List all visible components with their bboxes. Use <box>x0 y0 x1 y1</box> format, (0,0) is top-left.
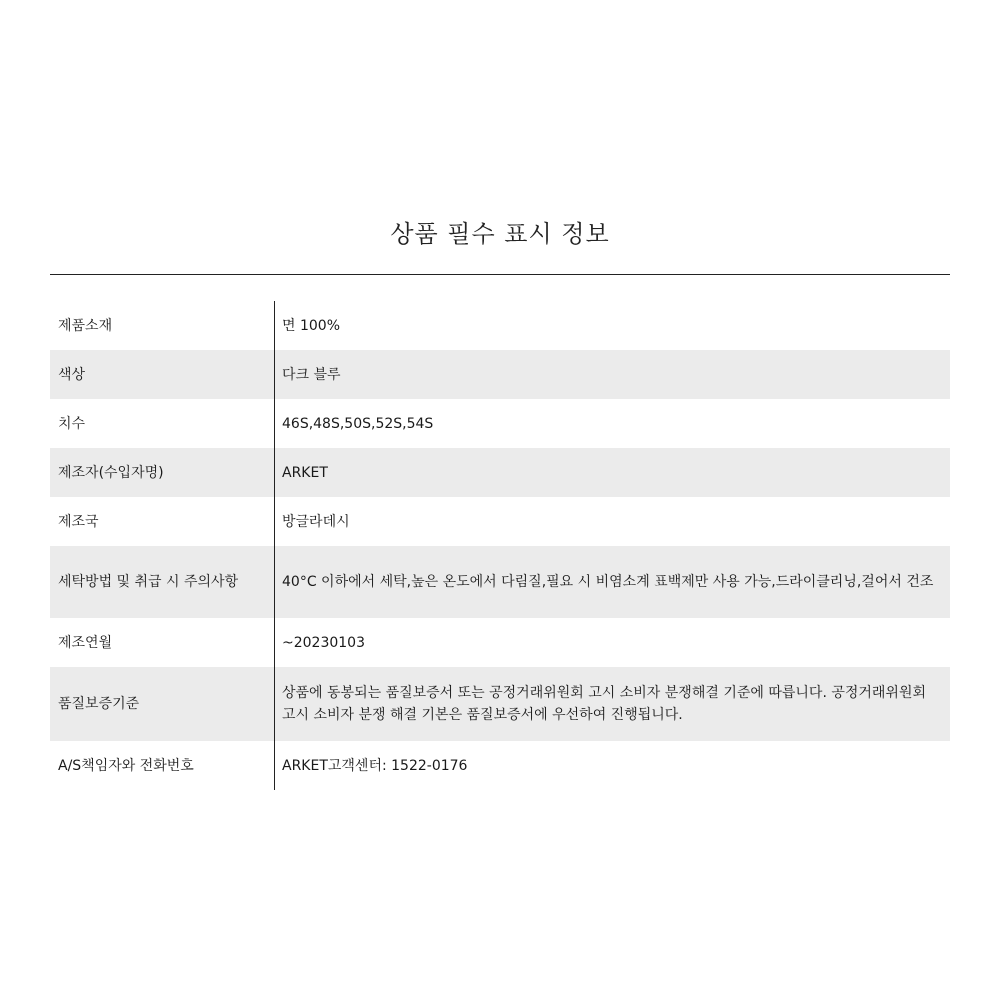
product-info-table <box>50 301 950 790</box>
table-row <box>50 497 950 546</box>
row-label: 품질보증기준 <box>58 696 140 712</box>
row-value: 다크 블루 <box>282 366 341 383</box>
column-divider <box>274 301 275 790</box>
title-divider <box>50 274 950 275</box>
table-row <box>50 448 950 497</box>
row-value: 면 100% <box>282 317 340 334</box>
row-label: A/S책임자와 전화번호 <box>58 757 194 774</box>
table-row <box>50 350 950 399</box>
row-label: 세탁방법 및 취급 시 주의사항 <box>58 574 239 590</box>
row-label: 제품소재 <box>58 317 113 334</box>
table-row <box>50 741 950 790</box>
row-value: 40°C 이하에서 세탁,높은 온도에서 다림질,필요 시 비염소계 표백제만 사용 가능,드라이클리닝,걸어서 건조 <box>282 574 934 590</box>
row-value: 방글라데시 <box>282 513 350 530</box>
row-value: 46S,48S,50S,52S,54S <box>282 415 434 432</box>
row-value: 상품에 동봉되는 품질보증서 또는 공정거래위원회 고시 소비자 분쟁해결 기준에 따릅니다. 공정거래위원회 고시 소비자 분쟁 해결 기본은 품질보증서에 우선하여 진행됩니다. <box>282 685 927 723</box>
row-label: 제조국 <box>58 513 99 530</box>
row-value: ARKET고객센터: 1522-0176 <box>282 757 468 774</box>
row-value: ~20230103 <box>282 634 365 651</box>
table-row <box>50 546 950 618</box>
page-title: 상품 필수 표시 정보 <box>390 220 610 248</box>
row-label: 제조자(수입자명) <box>58 464 164 481</box>
table-row <box>50 667 950 741</box>
table-row <box>50 301 950 350</box>
table-row <box>50 399 950 448</box>
row-value: ARKET <box>282 464 328 481</box>
row-label: 제조연월 <box>58 634 113 651</box>
row-label: 치수 <box>58 415 86 432</box>
row-label: 색상 <box>58 366 86 383</box>
table-row <box>50 618 950 667</box>
